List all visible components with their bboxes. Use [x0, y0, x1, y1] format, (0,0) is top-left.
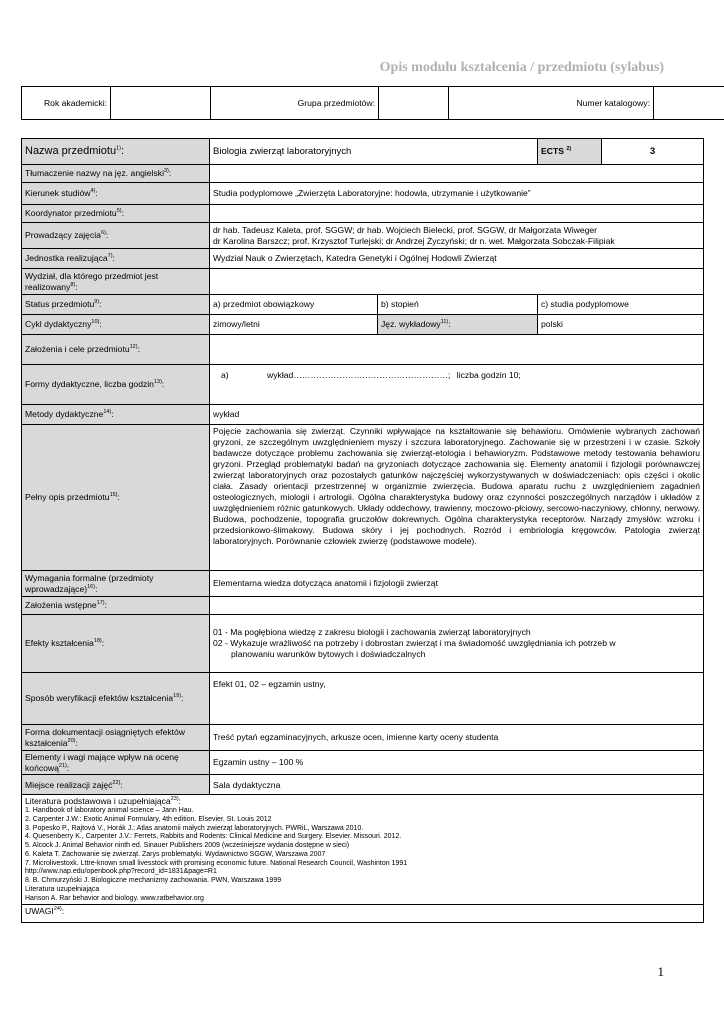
nazwa-label: Nazwa przedmiotu$^{1)}$:: [22, 139, 210, 165]
uwagi-label: UWAGI$^{24)}$:: [25, 906, 65, 917]
literatura-item: 2. Carpenter J.W.: Exotic Animal Formulary, 4th edition. Elsevier. St. Louis 2012: [25, 815, 272, 823]
grupa-value: [379, 87, 449, 120]
prowadzacy-label: Prowadzący zajęcia$^{6)}$:: [22, 223, 210, 249]
numer-value: [654, 87, 724, 120]
kierunek-label: Kierunek studiów$^{4)}$:: [22, 183, 210, 205]
efekty-value: [210, 615, 704, 673]
numer-label: Numer katalogowy:: [449, 87, 654, 120]
kierunek-value: Studia podyplomowe „Zwierzęta Laboratoryjne: hodowla, utrzymanie i użytkowanie”: [210, 183, 704, 205]
ects-value: 3: [602, 139, 704, 165]
efekt-01: 01 - Ma pogłębiona wiedzę z zakresu biologii i zachowania zwierząt laboratoryjnych: [213, 627, 531, 638]
prowadzacy-value: [210, 223, 704, 249]
sposob-value: Efekt 01, 02 – egzamin ustny,: [210, 673, 704, 725]
literatura-item: 6. Kaleta T. Zachowanie się zwierząt. Zarys problematyki. Wydawnictwo SGGW, Warszawa 2007: [25, 850, 326, 858]
literatura-item: Hanson A. Rar behavior and biology. www.ratbehavior.org: [25, 894, 204, 902]
prowadzacy-line-1: dr hab. Tadeusz Kaleta, prof. SGGW; dr hab. Wojciech Bielecki, prof. SGGW, dr Małgorzata Wiweger: [213, 224, 598, 235]
literatura-item: 5. Alcock J. Animal Behavior ninth ed. Sinauer Publishers 2009 (wcześniejsze wydania dostępne w sieci): [25, 842, 350, 850]
metody-value: wykład: [210, 405, 704, 425]
formy-label: Formy dydaktyczne, liczba godzin$^{13)}$:: [22, 365, 210, 405]
uwagi-cell: [22, 905, 704, 923]
literatura-item: 4. Quesenberry K., Carpenter J.V.: Ferrets, Rabbits and Rodents: Clinical Medicine and Surgery. Elsevier. Missouri. 2012.: [25, 833, 402, 841]
grupa-label: Grupa przedmiotów:: [211, 87, 379, 120]
efekty-label: Efekty kształcenia$^{18)}$:: [22, 615, 210, 673]
jednostka-value: Wydział Nauk o Zwierzętach, Katedra Genetyki i Ogólnej Hodowli Zwierząt: [210, 249, 704, 269]
cykl-label: Cykl dydaktyczny$^{10)}$:: [22, 315, 210, 335]
miejsce-value: Sala dydaktyczna: [210, 775, 704, 795]
ects-label: ECTS $^{2)}$: [538, 139, 602, 165]
wstepne-value: [210, 597, 704, 615]
literatura-item: 3. Popesko P., Rajtová V., Horák J.: Atlas anatomii małych zwierząt laboratoryjnych. PWRiL, Warszawa 2010.: [25, 824, 364, 832]
status-c: c) studia podyplomowe: [538, 295, 704, 315]
zalozenia-value: [210, 335, 704, 365]
literatura-item: 7. Microlivestoxk. Lttre-known small livesstock with promising economic future. National Research Council, Washinton 1991: [25, 859, 408, 867]
forma-value: Treść pytań egzaminacyjnych, arkusze ocen, imienne karty oceny studenta: [210, 725, 704, 751]
document-title: Opis modułu kształcenia / przedmiotu (sylabus): [379, 60, 664, 75]
wstepne-label: Założenia wstępne$^{17)}$:: [22, 597, 210, 615]
koordynator-label: Koordynator przedmiotu$^{5)}$:: [22, 205, 210, 223]
page-number: 1: [657, 964, 664, 979]
miejsce-label: Miejsce realizacji zajęć$^{22)}$:: [22, 775, 210, 795]
elementy-value: Egzamin ustny – 100 %: [210, 751, 704, 775]
zalozenia-label: Założenia i cele przedmiotu$^{12)}$:: [22, 335, 210, 365]
jezyk-value: polski: [538, 315, 704, 335]
forma-label: Forma dokumentacji osiągniętych efektów kształcenia$^{20)}$:: [22, 725, 210, 751]
rok-value: [111, 87, 211, 120]
pelny-value: Pojęcie zachowania się zwierząt. Czynniki wpływające na kształtowanie się behawioru. Omówienie wybranych zachowań gryzoni, ze szczególnym uwzględnieniem myszy i szczura laboratoryjnego. Zachowanie się w przestrzeni i w czasie. Szkoły badawcze dotyczące problemu zachowania się zwierząt-etologia i behawioryzm. Podstawowe metody testowania behawioru gryzoni. Przegląd problematyki badań na gryzoniach dotyczące zachowania się. Elementy anatomii i fizjologii porównawczej zwierząt laboratoryjnych oraz pozostałych gatunków najczęściej wykorzystywanych w doświadczeniach: opis części i okolic ciała. Zasady orientacji przestrzennej w organizmie zwierzęcia. Budowa aparatu ruchu z uwzględnieniem zagadnień osteologicznych, miologii i artrologii. Ogólna charakterystyka budowy oraz czynności poszczególnych narządów i układów z uwzględnieniem różnic gatunkowych. Układy oddechowy, trawienny, moczowo-płciowy, sercowo-naczyniowy, chłonny, nerwowy. Budowa, pochodzenie, topografia gruczołów dokrewnych. Ogólna charakterystyka receptorów. Narządy zmysłów: wzroku i przedsionkowo-ślimakowy. Budowa skóry i jej pochodnych. Rozród i embriologia kręgowców. Patologia zwierząt laboratoryjnych. Porównanie człowiek zwierzę (podstawowe modele).: [210, 425, 704, 571]
rok-label: Rok akademicki:: [22, 87, 111, 120]
status-b: b) stopień: [378, 295, 538, 315]
wydzial-value: [210, 269, 704, 295]
wymagania-value: Elementarna wiedza dotycząca anatomii i fizjologii zwierząt: [210, 571, 704, 597]
wymagania-label: Wymagania formalne (przedmioty wprowadzające)$^{16)}$:: [22, 571, 210, 597]
sposob-label: Sposób weryfikacji efektów kształcenia$^{19)}$:: [22, 673, 210, 725]
syllabus-table: [21, 138, 704, 923]
efekt-02-cont: planowaniu warunków bytowych i doświadczalnych: [231, 648, 426, 659]
catalog-table: [21, 86, 724, 120]
wydzial-label: Wydział, dla którego przedmiot jest realizowany$^{8)}$:: [22, 269, 210, 295]
literatura-item: http://www.nap.edu/openbook.php?record_id=1831&page=R1: [25, 868, 217, 876]
elementy-label: Elementy i wagi mające wpływ na ocenę końcową$^{21)}$:: [22, 751, 210, 775]
efekt-02: 02 - Wykazuje wrażliwość na potrzeby i dobrostan zwierząt i ma świadomość uwzględniania ich potrzeb w: [213, 638, 616, 649]
tlumaczenie-value: [210, 165, 704, 183]
pelny-label: Pełny opis przedmiotu$^{15)}$:: [22, 425, 210, 571]
status-a: a) przedmiot obowiązkowy: [210, 295, 378, 315]
formy-value: a) wykład………………………………………………; liczba godzin 10;: [210, 365, 704, 405]
literatura-list: [25, 807, 700, 903]
literatura-cell: [22, 795, 704, 905]
jezyk-label: Jęz. wykładowy$^{11)}$:: [378, 315, 538, 335]
literatura-label: Literatura podstawowa i uzupełniająca$^{23)}$:: [25, 796, 182, 807]
metody-label: Metody dydaktyczne$^{14)}$:: [22, 405, 210, 425]
literatura-item: 8. B. Chmurzyński J. Biologiczne mechanizmy zachowania. PWN, Warszawa 1999: [25, 877, 282, 885]
literatura-item: Literatura uzupełniająca: [25, 885, 100, 893]
cykl-value: zimowy/letni: [210, 315, 378, 335]
status-label: Status przedmiotu$^{9)}$:: [22, 295, 210, 315]
literatura-item: 1. Handbook of laboratory animal science – Jann Hau.: [25, 807, 194, 815]
nazwa-value: Biologia zwierząt laboratoryjnych: [210, 139, 538, 165]
jednostka-label: Jednostka realizująca$^{7)}$:: [22, 249, 210, 269]
prowadzacy-line-2: dr Karolina Barszcz; prof. Krzysztof Turlejski; dr Andrzej Życzyński; dr n. wet. Małgorzata Sobczak-Filipiak: [213, 235, 615, 246]
koordynator-value: [210, 205, 704, 223]
tlumaczenie-label: Tłumaczenie nazwy na jęz. angielski$^{3)}$:: [22, 165, 210, 183]
